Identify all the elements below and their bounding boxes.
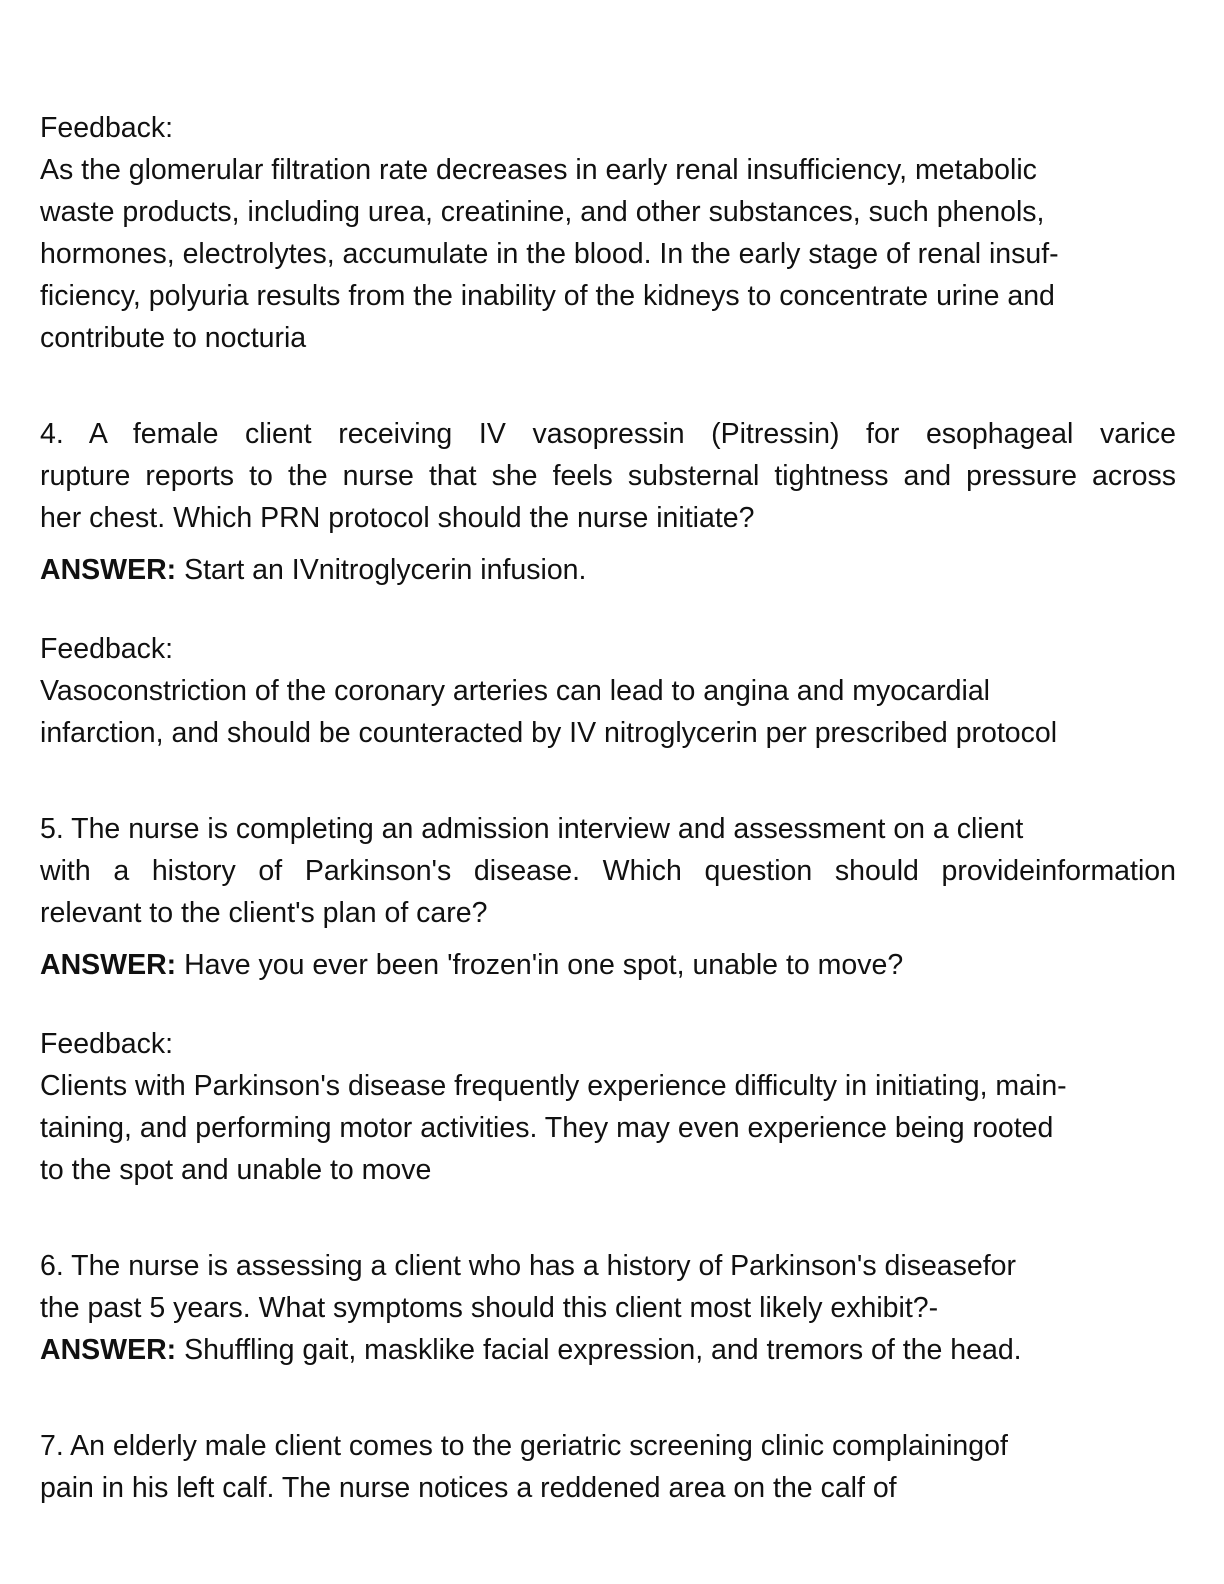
question-line: 7. An elderly male client comes to the geriatric screening clinic complainingof [40,1430,1008,1462]
question-line: with a history of Parkinson's disease. Which question should provideinformation [40,855,1176,887]
feedback-line: ficiency, polyuria results from the inability of the kidneys to concentrate urine and [40,280,1055,312]
answer-text: Start an IVnitroglycerin infusion. [176,554,587,586]
answer-label: ANSWER: [40,1334,177,1366]
answer-line [40,1329,1176,1371]
question-line: 6. The nurse is assessing a client who has a history of Parkinson's diseasefor [40,1250,1016,1282]
answer-label: ANSWER: [40,949,177,981]
feedback-line: hormones, electrolytes, accumulate in the blood. In the early stage of renal insuf- [40,238,1059,270]
feedback-line: Vasoconstriction of the coronary arteries can lead to angina and myocardial [40,675,991,707]
question-7 [40,1425,1176,1509]
feedback-heading: Feedback: [40,112,174,144]
feedback-line: As the glomerular filtration rate decreases in early renal insufficiency, metabolic [40,154,1037,186]
answer-text: Shuffling gait, masklike facial expression, and tremors of the head. [176,1334,1022,1366]
question-line: relevant to the client's plan of care? [40,897,488,929]
answer-label: ANSWER: [40,554,177,586]
question-line: rupture reports to the nurse that she feels substernal tightness and pressure across [40,460,1176,492]
answer-text: Have you ever been 'frozen'in one spot, unable to move? [176,949,904,981]
document-page [40,107,1176,1509]
answer-line [40,549,1176,591]
question-line: 4. A female client receiving IV vasopressin (Pitressin) for esophageal varice [40,418,1176,450]
feedback-line: contribute to nocturia [40,322,307,354]
feedback-heading: Feedback: [40,633,174,665]
question-5 [40,808,1176,1191]
answer-line [40,944,1176,986]
feedback-line: Clients with Parkinson's disease frequently experience difficulty in initiating, main- [40,1070,1067,1102]
feedback-heading: Feedback: [40,1028,174,1060]
feedback-line: to the spot and unable to move [40,1154,432,1186]
question-line: the past 5 years. What symptoms should this client most likely exhibit?- [40,1292,939,1324]
question-line: 5. The nurse is completing an admission interview and assessment on a client [40,813,1024,845]
feedback-line: infarction, and should be counteracted by IV nitroglycerin per prescribed protocol [40,717,1058,749]
feedback-q3 [40,107,1176,359]
feedback-line: waste products, including urea, creatinine, and other substances, such phenols, [40,196,1045,228]
feedback-line: taining, and performing motor activities. They may even experience being rooted [40,1112,1054,1144]
question-4 [40,413,1176,754]
question-6 [40,1245,1176,1371]
question-line: pain in his left calf. The nurse notices a reddened area on the calf of [40,1472,897,1504]
question-line: her chest. Which PRN protocol should the nurse initiate? [40,502,755,534]
